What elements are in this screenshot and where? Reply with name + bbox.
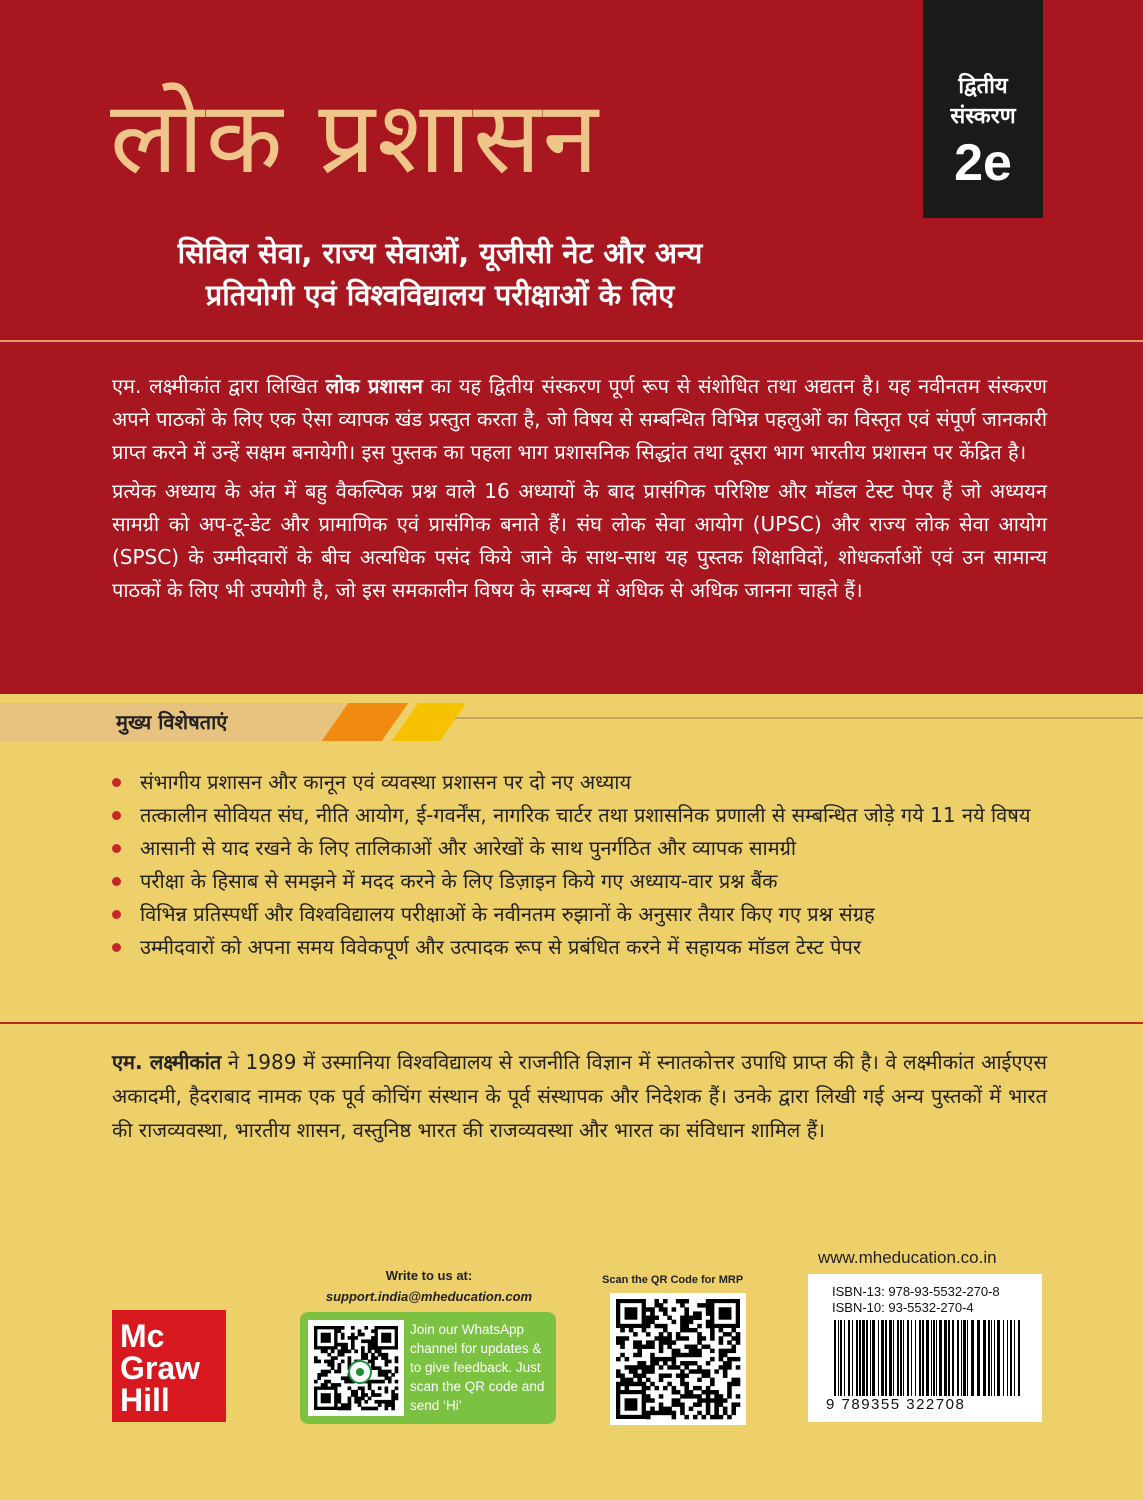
whatsapp-text: Join our WhatsApp channel for updates & to give feedback. Just scan the QR code and send ‘Hi’ — [410, 1322, 545, 1413]
logo-line-1: Mc — [120, 1318, 165, 1354]
book-subtitle — [80, 232, 800, 316]
top-panel — [0, 0, 1143, 694]
features-header-bar — [0, 703, 1143, 741]
bullet-icon — [112, 778, 121, 787]
list-item — [108, 766, 1068, 799]
feature-text: आसानी से याद रखने के लिए तालिकाओं और आरेखों के साथ पुनर्गठित और व्यापक सामग्री — [140, 836, 797, 860]
intro-book-name: लोक प्रशासन — [325, 374, 423, 398]
divider — [0, 1022, 1143, 1024]
logo-line-3: Hill — [120, 1382, 170, 1418]
bullet-icon — [112, 943, 121, 952]
author-name: एम. लक्ष्मीकांत — [112, 1050, 222, 1074]
intro-text — [112, 370, 1047, 613]
list-item — [108, 832, 1068, 865]
isbn-13: ISBN-13: 978-93-5532-270-8 — [832, 1284, 1000, 1299]
feature-text: विभिन्न प्रतिस्पर्धी और विश्वविद्यालय परीक्षाओं के नवीनतम रुझानों के अनुसार तैयार किए गए प्रश्न संग्रह — [140, 902, 875, 926]
feature-text: परीक्षा के हिसाब से समझने में मदद करने के लिए डिज़ाइन किये गए अध्याय-वार प्रश्न बैंक — [140, 869, 778, 893]
bullet-icon — [112, 877, 121, 886]
website-link[interactable]: www.mheducation.co.in — [818, 1248, 997, 1267]
list-item — [108, 799, 1068, 832]
isbn-10: ISBN-10: 93-5532-270-4 — [832, 1300, 974, 1315]
mrp-label: Scan the QR Code for MRP — [602, 1274, 744, 1286]
intro-prefix: एम. लक्ष्मीकांत द्वारा लिखित — [112, 374, 326, 398]
bullet-icon — [112, 811, 121, 820]
edition-number: 2e — [954, 134, 1012, 192]
bullet-icon — [112, 844, 121, 853]
list-item — [108, 865, 1068, 898]
divider — [0, 340, 1143, 342]
barcode — [832, 1320, 1026, 1396]
intro-rest: का यह द्वितीय संस्करण पूर्ण रूप से संशोधित तथा अद्यतन है। यह नवीनतम संस्करण अपने पाठकों के लिए एक ऐसा व्यापक खंड प्रस्तुत करता है, जो विषय से सम्बन्धित विभिन्न पहलुओं का विस्तृत एवं संपूर्ण जानकारी प्राप्त करने में उन्हें सक्षम बनायेगी। इस पुस्तक का पहला भाग प्रशासनिक सिद्धांत तथा दूसरा भाग भारतीय प्रशासन पर केंद्रित है। — [112, 374, 1047, 464]
author-bio-text: ने 1989 में उस्मानिया विश्वविद्यालय से राजनीति विज्ञान में स्नातकोत्तर उपाधि प्राप्त की है। वे लक्ष्मीकांत आईएएस अकादमी, हैदराबाद नामक एक पूर्व कोचिंग संस्थान के पूर्व संस्थापक और निदेशक हैं। उनके द्वारा लिखी गई अन्य पुस्तकों में भारत की राजव्यवस्था, भारतीय शासन, वस्तुनिष्ठ भारत की राजव्यवस्था और भारत का संविधान शामिल हैं। — [112, 1050, 1047, 1142]
isbn-barcode-box — [808, 1274, 1042, 1422]
whatsapp-icon — [348, 1360, 372, 1384]
barcode-digits: 9 789355 322708 — [826, 1396, 966, 1413]
support-email[interactable]: support.india@mheducation.com — [325, 1289, 533, 1304]
list-item — [108, 931, 1068, 964]
mrp-qr-code[interactable] — [610, 1293, 746, 1425]
mcgraw-hill-logo — [112, 1310, 226, 1422]
whatsapp-card — [300, 1312, 556, 1424]
subtitle-line-2: प्रतियोगी एवं विश्वविद्यालय परीक्षाओं के लिए — [205, 278, 675, 312]
bullet-icon — [112, 910, 121, 919]
intro-paragraph-1 — [112, 370, 1047, 469]
contact-block — [300, 1268, 558, 1304]
intro-paragraph-2: प्रत्येक अध्याय के अंत में बहु वैकल्पिक प्रश्न वाले 16 अध्यायों के बाद प्रासंगिक परिशिष्ट और मॉडल टेस्ट पेपर हैं जो अध्ययन सामग्री को अप-टू-डेट और प्रामाणिक एवं प्रासंगिक बनाते हैं। संघ लोक सेवा आयोग (UPSC) और राज्य लोक सेवा आयोग (SPSC) के उम्मीदवारों के बीच अत्यधिक पसंद किये जाने के साथ-साथ यह पुस्तक शिक्षाविदों, शोधकर्ताओं एवं उन सामान्य पाठकों के लिए भी उपयोगी है, जो इस समकालीन विषय के सम्बन्ध में अधिक से अधिक जानना चाहते हैं। — [112, 479, 1047, 602]
feature-text: तत्कालीन सोवियत संघ, नीति आयोग, ई-गवर्नेंस, नागरिक चार्टर तथा प्रशासनिक प्रणाली से सम्बन्धित जोड़े गये 11 नये विषय — [140, 803, 1031, 827]
write-to-us-label: Write to us at: — [385, 1268, 473, 1283]
list-item — [108, 898, 1068, 931]
feature-text: संभागीय प्रशासन और कानून एवं व्यवस्था प्रशासन पर दो नए अध्याय — [140, 770, 632, 794]
logo-line-2: Graw — [120, 1350, 201, 1386]
features-rule — [455, 717, 1143, 719]
whatsapp-qr-code[interactable] — [308, 1320, 404, 1416]
author-bio — [112, 1045, 1047, 1147]
feature-text: उम्मीदवारों को अपना समय विवेकपूर्ण और उत्पादक रूप से प्रबंधित करने में सहायक मॉडल टेस्ट पेपर — [140, 935, 862, 959]
edition-badge — [923, 0, 1043, 218]
edition-label-1: द्वितीय — [958, 74, 1008, 99]
book-title: लोक प्रशासन — [110, 79, 601, 196]
subtitle-line-1: सिविल सेवा, राज्य सेवाओं, यूजीसी नेट और अन्य — [177, 236, 703, 270]
features-heading: मुख्य विशेषताएं — [116, 710, 228, 734]
edition-label-2: संस्करण — [950, 104, 1016, 129]
features-list — [108, 766, 1068, 964]
